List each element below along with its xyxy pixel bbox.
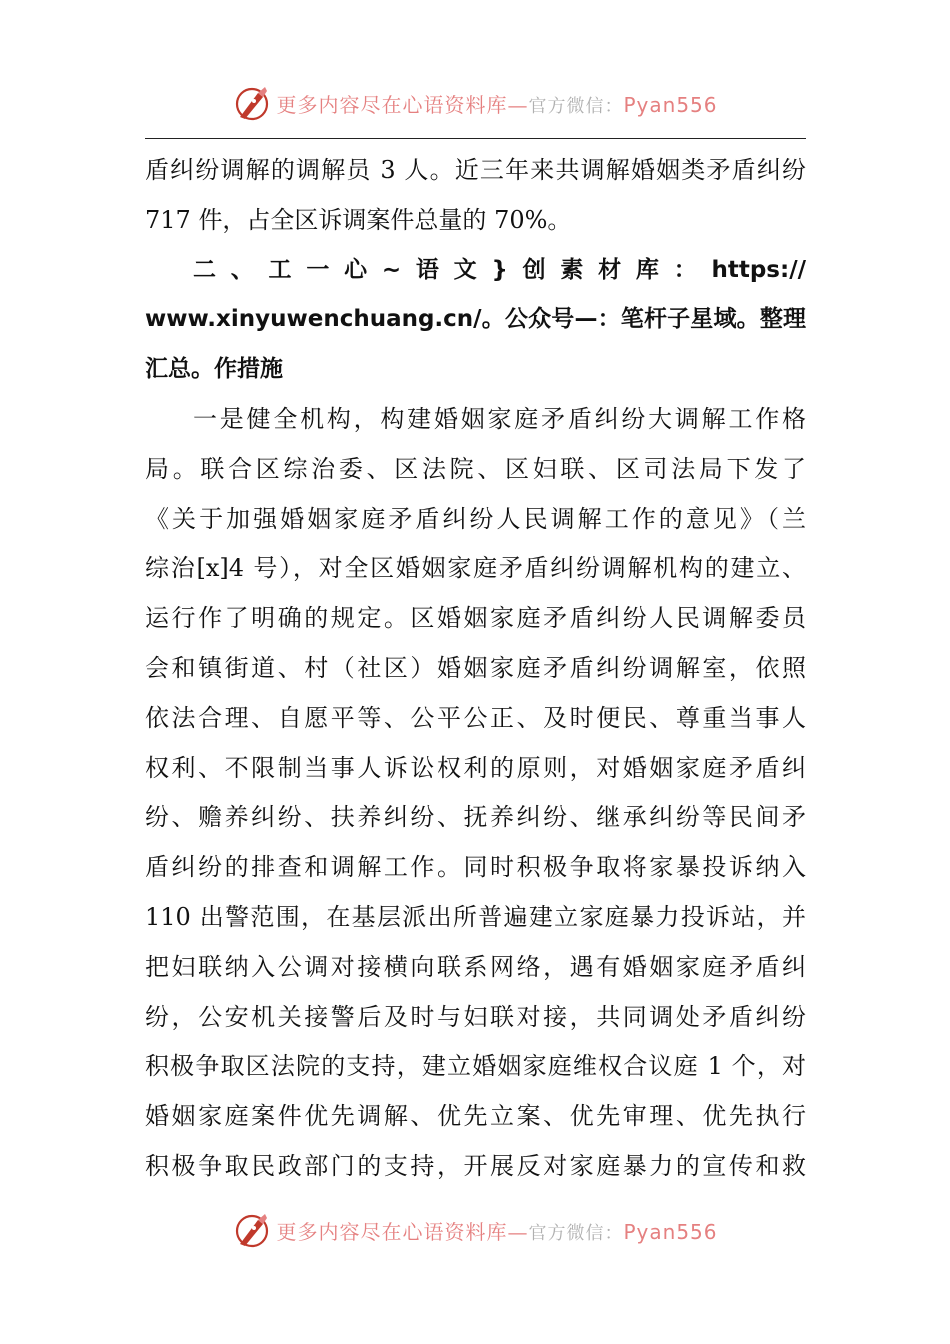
body-line: 会和镇街道、村（社区）婚姻家庭矛盾纠纷调解室，依照 <box>145 653 806 682</box>
banner-separator: — <box>507 1219 529 1244</box>
body-line: 积极争取民政部门的支持，开展反对家庭暴力的宣传和救 <box>145 1151 806 1180</box>
body-line: 纷、赡养纠纷、扶养纠纷、抚养纠纷、继承纠纷等民间矛 <box>145 803 806 832</box>
body-line: 积极争取区法院的支持，建立婚姻家庭维权合议庭 1 个，对 <box>145 1052 806 1081</box>
banner-wechat-id: Pyan556 <box>623 92 718 117</box>
body-line: 依法合理、自愿平等、公平公正、及时便民、尊重当事人 <box>145 703 806 732</box>
body-line: 局。联合区综治委、区法院、区妇联、区司法局下发了 <box>145 454 806 483</box>
banner-wechat-label: 官方微信： <box>528 1222 624 1244</box>
banner-site-name: 更多内容尽在心语资料库 <box>276 92 508 117</box>
footer-banner <box>0 1205 950 1255</box>
section-heading-line: 二、工一心~语文}创素材库：https:// <box>193 256 806 283</box>
body-line: 《关于加强婚姻家庭矛盾纠纷人民调解工作的意见》（兰 <box>145 504 806 533</box>
banner-separator: — <box>507 92 529 117</box>
header-banner <box>0 78 950 128</box>
section-heading-line: 汇总。作措施 <box>145 356 283 383</box>
body-line: 盾纠纷的排查和调解工作。同时积极争取将家暴投诉纳入 <box>145 853 806 882</box>
banner-site-name: 更多内容尽在心语资料库 <box>276 1219 508 1244</box>
pen-nib-logo-icon <box>232 83 272 123</box>
body-line: 110 出警范围，在基层派出所普遍建立家庭暴力投诉站，并 <box>145 902 806 931</box>
section-heading-line: www.xinyuwenchuang.cn/。公众号—：笔杆子星域。整理 <box>145 306 806 333</box>
body-line: 权利、不限制当事人诉讼权利的原则，对婚姻家庭矛盾纠 <box>145 753 806 782</box>
body-line: 纷，公安机关接警后及时与妇联对接，共同调处矛盾纠纷 <box>145 1002 806 1031</box>
body-line: 盾纠纷调解的调解员 3 人。近三年来共调解婚姻类矛盾纠纷 <box>145 156 806 184</box>
body-line: 一是健全机构，构建婚姻家庭矛盾纠纷大调解工作格 <box>193 404 806 433</box>
body-line: 把妇联纳入公调对接横向联系网络，遇有婚姻家庭矛盾纠 <box>145 952 806 981</box>
body-line: 综治[x]4 号），对全区婚姻家庭矛盾纠纷调解机构的建立、 <box>145 554 806 583</box>
banner-wechat-label: 官方微信： <box>528 95 624 117</box>
header-divider <box>145 138 806 139</box>
pen-nib-logo-icon <box>232 1210 272 1250</box>
body-line: 婚姻家庭案件优先调解、优先立案、优先审理、优先执行 <box>145 1102 806 1131</box>
body-line: 运行作了明确的规定。区婚姻家庭矛盾纠纷人民调解委员 <box>145 604 806 633</box>
body-line: 717 件，占全区诉调案件总量的 70%。 <box>145 205 572 234</box>
document-body <box>145 146 806 1192</box>
banner-wechat-id: Pyan556 <box>623 1219 718 1244</box>
